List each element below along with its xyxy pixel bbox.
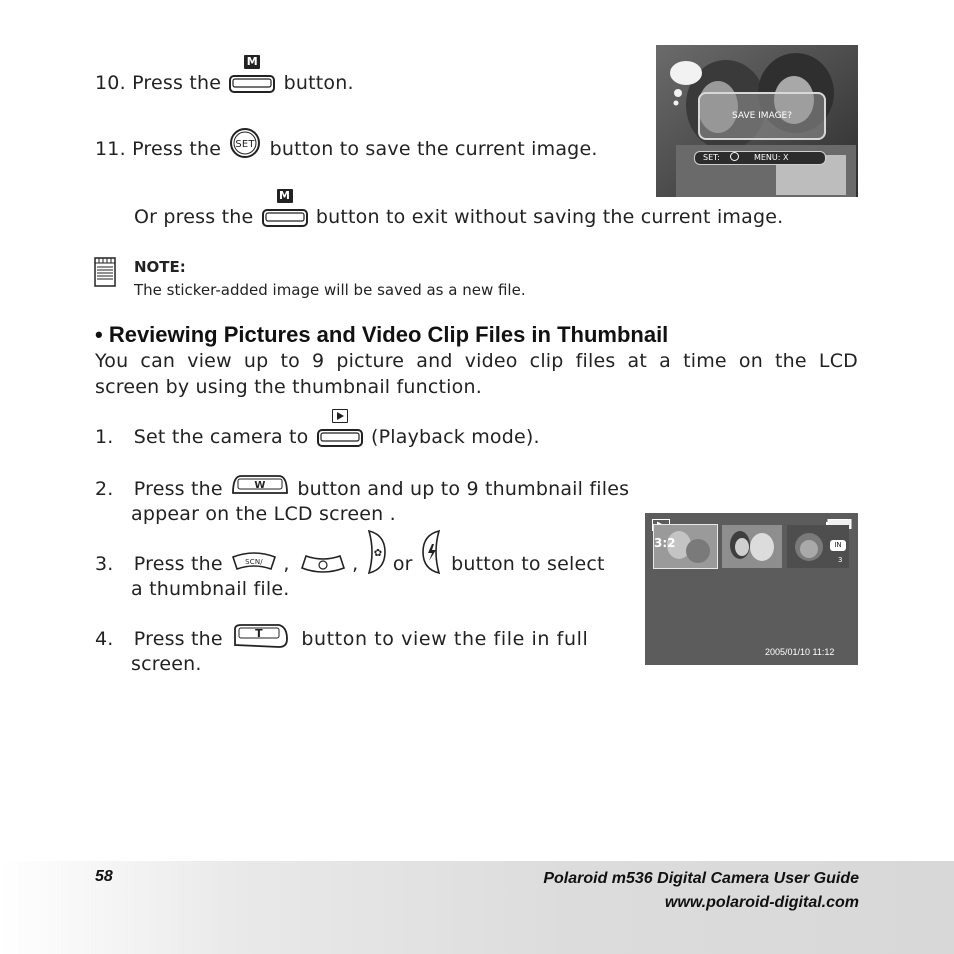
zoom-w-button-icon [231, 473, 289, 497]
thumbnail-2[interactable] [722, 525, 782, 568]
step-text: Press the [132, 138, 222, 160]
intro-line-2: screen by using the thumbnail function. [95, 376, 482, 398]
menu-button-icon: M [262, 208, 308, 228]
macro-button-icon [365, 529, 387, 575]
lcd-save-image-screen [656, 45, 858, 197]
step-10 [95, 54, 354, 94]
self-timer-button-icon [300, 552, 346, 574]
internal-memory-badge: IN [830, 540, 846, 551]
intro-line-1: You can view up to 9 picture and video clip files at a time on the LCD [95, 350, 858, 372]
comma: , [352, 553, 359, 575]
guide-title: Polaroid m536 Digital Camera User Guide [543, 870, 859, 887]
step-number: 10. [95, 72, 126, 94]
step-text: button to select [451, 553, 605, 575]
comma: , [283, 553, 290, 575]
svg-text:SET: SET [235, 138, 256, 150]
step-text: button to save the current image. [269, 138, 598, 160]
step-11 [95, 138, 598, 160]
step-text: Press the [133, 553, 223, 575]
note-icon [94, 257, 116, 287]
flash-button-icon [421, 529, 443, 575]
step-text: (Playback mode). [371, 426, 540, 448]
step-number: 4. [95, 628, 114, 650]
save-dialog [698, 92, 826, 140]
note-title: NOTE: [134, 258, 186, 276]
step-text: Press the [133, 628, 223, 650]
menu-button-icon: M [229, 74, 275, 94]
note-text: The sticker-added image will be saved as a new file. [134, 281, 526, 299]
scn-button-icon [231, 551, 277, 573]
step-text: button to view the file in full [301, 628, 589, 650]
menu-option: MENU: X [753, 153, 789, 162]
option-bar [694, 151, 826, 165]
page-number: 58 [95, 868, 113, 885]
or-line [134, 188, 784, 228]
step-text: button. [283, 72, 354, 94]
step-number: 1. [95, 426, 114, 448]
dialog-text: SAVE IMAGE? [731, 111, 793, 121]
step-text: button and up to 9 thumbnail files [297, 478, 630, 500]
step-text: Or press the [134, 206, 254, 228]
thumbnail-1[interactable] [653, 524, 718, 569]
step-1 [95, 426, 540, 448]
step-2-line-2: appear on the LCD screen . [131, 503, 396, 525]
lcd-thumbnail-screen [645, 513, 858, 665]
step-number: 11. [95, 138, 126, 160]
step-text: Press the [132, 72, 222, 94]
zoom-t-button-icon [233, 623, 289, 649]
step-number: 3. [95, 553, 114, 575]
step-number: 2. [95, 478, 114, 500]
circle-icon [730, 152, 739, 161]
svg-text:3:2: 3:2 [654, 536, 676, 550]
step-3-line-2: a thumbnail file. [131, 578, 290, 600]
svg-text:W: W [254, 479, 266, 491]
svg-text:✿: ✿ [373, 547, 382, 559]
website-url: www.polaroid-digital.com [664, 894, 859, 911]
step-4 [95, 628, 588, 650]
file-count: 3 [838, 556, 843, 564]
step-text: Set the camera to [133, 426, 309, 448]
step-3 [95, 547, 605, 575]
svg-text:T: T [255, 626, 263, 640]
set-button-icon [229, 127, 261, 159]
section-heading: • Reviewing Pictures and Video Clip Files in Thumbnail [95, 322, 669, 347]
step-text: Press the [133, 478, 223, 500]
set-option: SET: [703, 153, 720, 162]
footer [0, 861, 954, 954]
date-time: 2005/01/10 11:12 [765, 647, 835, 657]
svg-text:SCN/: SCN/ [245, 557, 263, 566]
playback-button-icon [317, 428, 363, 448]
step-2 [95, 478, 629, 500]
step-4-line-2: screen. [131, 653, 202, 675]
or-word: or [392, 553, 413, 575]
step-text: button to exit without saving the current image. [315, 206, 784, 228]
